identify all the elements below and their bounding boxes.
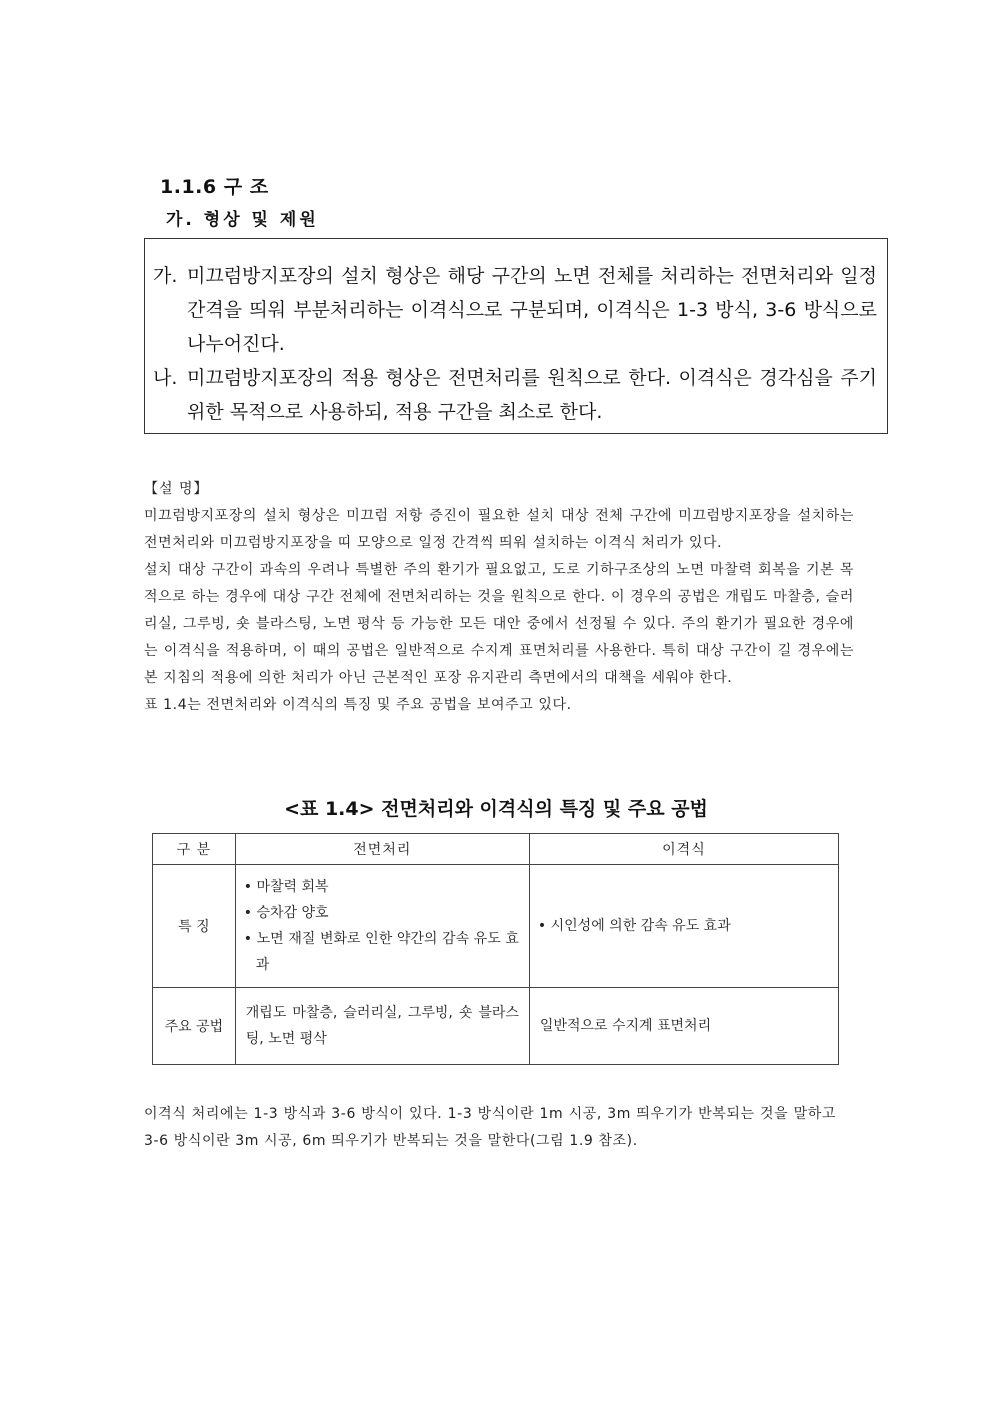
table-header-row [153,834,839,865]
cell-text: 일반적으로 수지계 표면처리 [539,1018,712,1034]
rule-item [153,259,877,361]
cell-spaced-method [529,988,838,1065]
subsection-heading: 가. 형상 및 제원 [166,210,319,230]
cell-spaced-features [529,865,838,988]
section-number: 1.1.6 [160,176,217,198]
list-item: • 마찰력 회복 [244,874,519,900]
comparison-table [152,833,839,1065]
explanation-heading: 【설 명】 [144,481,209,497]
rule-item-text: 미끄럼방지포장의 적용 형상은 전면처리를 원칙으로 한다. 이격식은 경각심을 주기 위한 목적으로 사용하되, 적용 구간을 최소로 한다. [187,367,877,423]
closing-paragraph: 이격식 처리에는 1-3 방식과 3-6 방식이 있다. 1-3 방식이란 1m 시공, 3m 띄우기가 반복되는 것을 말하고 3-6 방식이란 3m 시공, 6m 띄우기가 반복되는 것을 말한다(그림 1.9 참조). [144,1106,836,1149]
explanation-paragraph: 설치 대상 구간이 과속의 우려나 특별한 주의 환기가 필요없고, 도로 기하구조상의 노면 마찰력 회복을 기본 목적으로 하는 경우에 대상 구간 전체에 전면처리하는 것을 원칙으로 한다. 이 경우의 공법은 개립도 마찰층, 슬러리실, 그루빙, 숏 블라스팅, 노면 평삭 등 가능한 모든 대안 중에서 선정될 수 있다. 주의 환기가 필요한 경우에는 이격식을 적용하며, 이 때의 공법은 일반적으로 수지계 표면처리를 사용한다. 특히 대상 구간이 길 경우에는 본 지침의 적용에 의한 처리가 아닌 근본적인 포장 유지관리 측면에서의 대책을 세워야 한다. [144,562,854,686]
feature-list [530,913,838,939]
section-heading [160,172,269,199]
header-category: 구 분 [153,834,236,865]
list-item: • 시인성에 의한 감속 유도 효과 [538,913,828,939]
row-label-feature: 특 징 [153,865,236,988]
explanation-paragraph: 표 1.4는 전면처리와 이격식의 특징 및 주요 공법을 보여주고 있다. [144,697,572,713]
header-full-treatment: 전면처리 [235,834,529,865]
list-item: • 노면 재질 변화로 인한 약간의 감속 유도 효과 [244,926,519,978]
header-spaced-treatment: 이격식 [529,834,838,865]
rule-item [153,361,877,429]
cell-full-method [235,988,529,1065]
rule-item-mark: 나. [153,367,178,389]
section-title: 구 조 [223,176,269,198]
rule-item-mark: 가. [153,265,178,287]
table-row [153,865,839,988]
explanation-paragraph: 미끄럼방지포장의 설치 형상은 미끄럼 저항 증진이 필요한 설치 대상 전체 구간에 미끄럼방지포장을 설치하는 전면처리와 미끄럼방지포장을 띠 모양으로 일정 간격씩 띄워 설치하는 이격식 처리가 있다. [144,508,854,551]
feature-list [236,874,529,978]
explanation-section [144,476,854,719]
table-caption: <표 1.4> 전면처리와 이격식의 특징 및 주요 공법 [284,798,708,820]
list-item: • 승차감 양호 [244,900,519,926]
cell-full-features [235,865,529,988]
rule-item-text: 미끄럼방지포장의 설치 형상은 해당 구간의 노면 전체를 처리하는 전면처리와 일정 간격을 띄워 부분처리하는 이격식으로 구분되며, 이격식은 1-3 방식, 3-6 방식으로 나누어진다. [187,265,877,355]
table-row [153,988,839,1065]
row-label-method: 주요 공법 [153,988,236,1065]
rule-box [144,238,888,434]
cell-text: 개립도 마찰층, 슬러리실, 그루빙, 숏 블라스팅, 노면 평삭 [245,1005,519,1047]
